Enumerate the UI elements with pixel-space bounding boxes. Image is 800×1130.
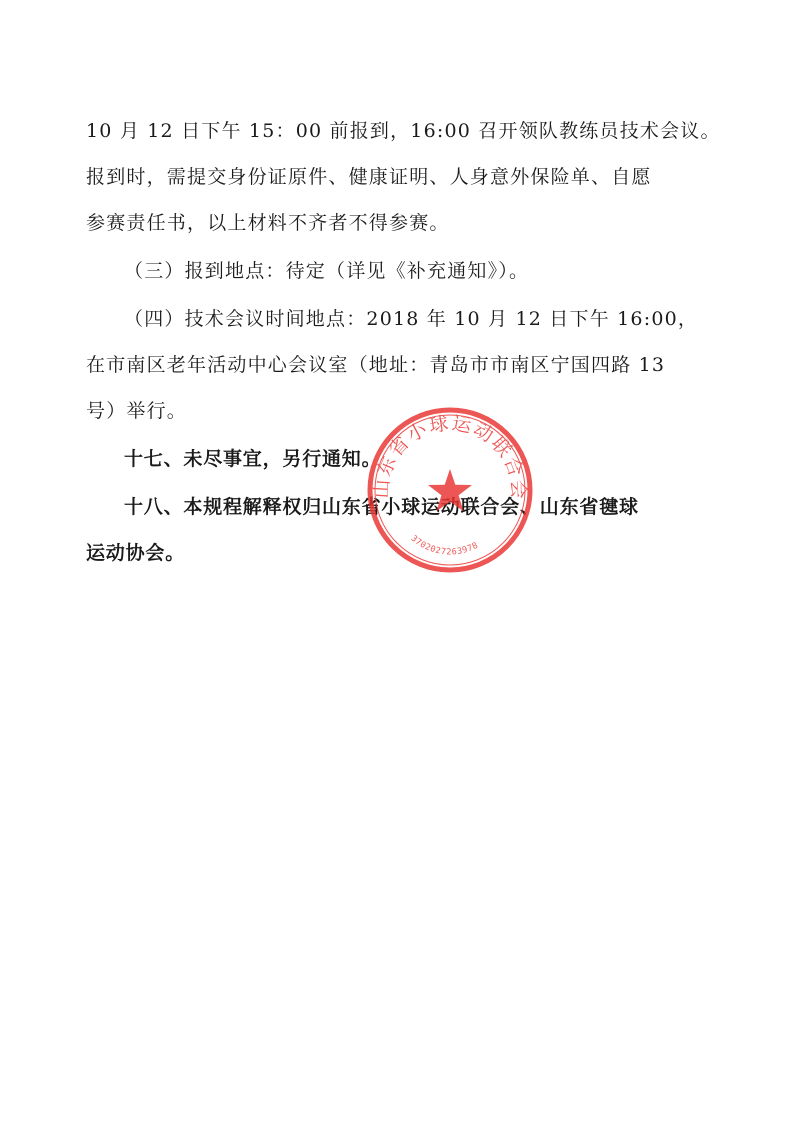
seal-org-text: 山东省小球运动联合会 [370, 412, 530, 502]
official-seal-stamp [365, 405, 535, 575]
paragraph-registration-location [86, 258, 716, 284]
text-line: 号）举行。 [86, 400, 188, 422]
paragraph-registration [86, 118, 721, 236]
seal-star-icon [428, 469, 472, 511]
text-line: 报到时，需提交身份证原件、健康证明、人身意外保险单、自愿 [86, 166, 652, 188]
text-line: 十八、本规程解释权归山东省小球运动联合会、山东省毽球 [124, 496, 639, 518]
text-line: 十七、未尽事宜，另行通知。 [124, 448, 382, 470]
text-line: （三）报到地点：待定（详见《补充通知》）。 [124, 260, 530, 282]
seal-code: 3702027263978 [408, 533, 481, 558]
text-line: 10 月 12 日下午 15：00 前报到，16:00 召开领队教练员技术会议。 [86, 120, 721, 142]
text-line: 在市南区老年活动中心会议室（地址：青岛市市南区宁国四路 13 [86, 354, 666, 376]
text-line: 运动协会。 [86, 542, 186, 564]
text-line: 参赛责任书，以上材料不齐者不得参赛。 [86, 212, 450, 234]
text-line: （四）技术会议时间地点：2018 年 10 月 12 日下午 16:00， [124, 308, 699, 330]
